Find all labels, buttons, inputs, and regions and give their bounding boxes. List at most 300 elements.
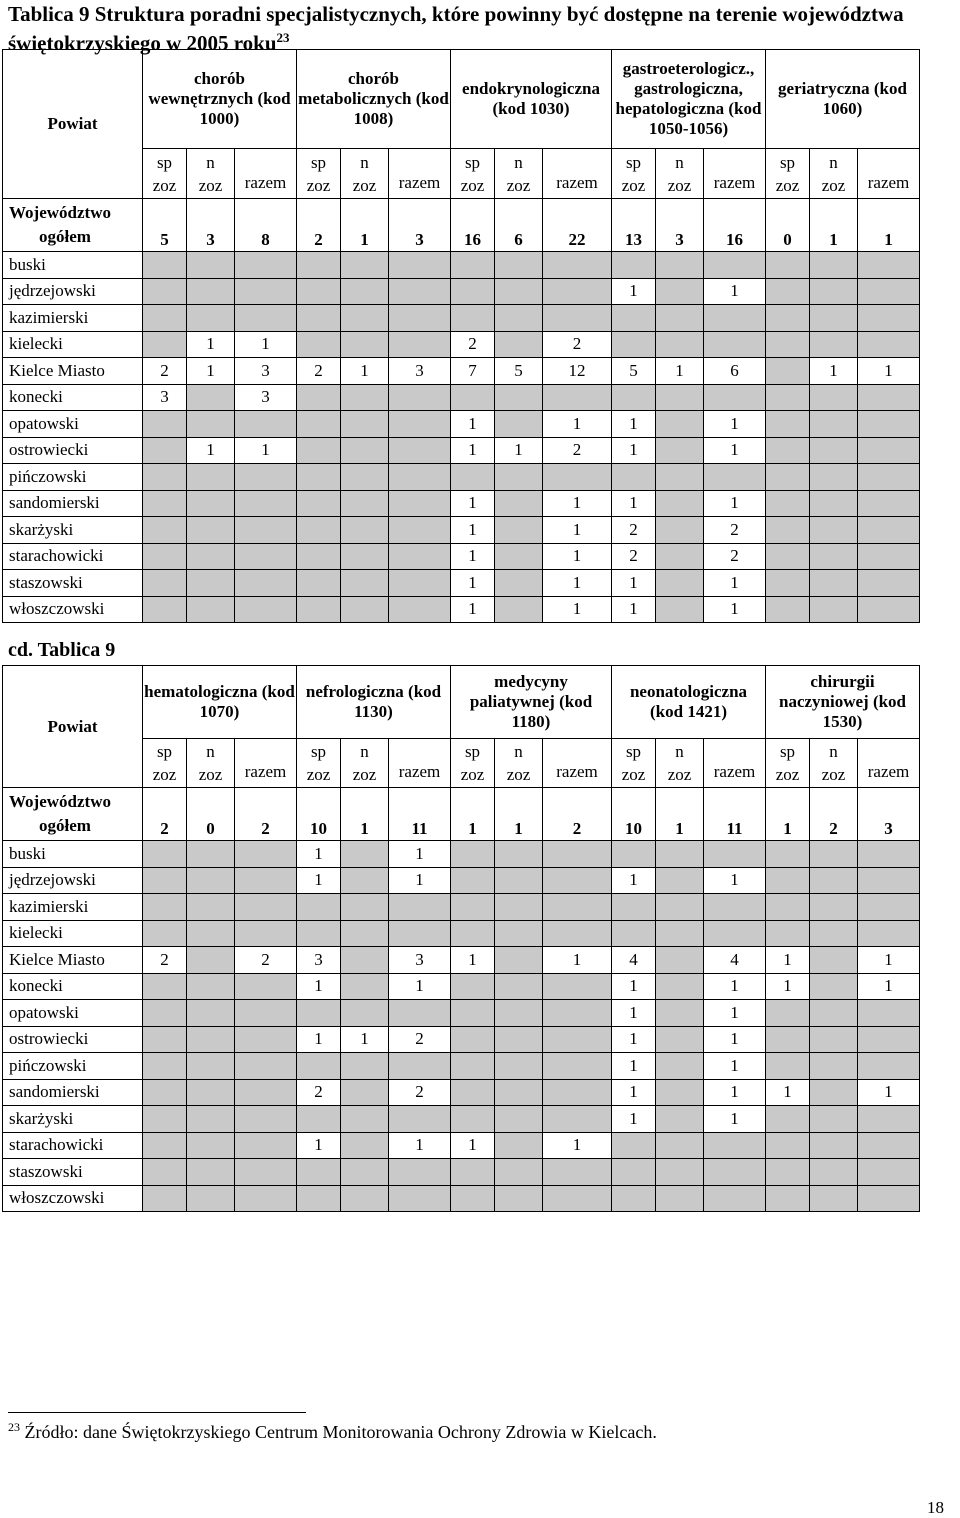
data-cell [858,517,920,544]
data-cell [143,1185,187,1212]
data-cell [143,252,187,279]
data-cell [451,1000,495,1027]
data-cell: 1 [656,358,704,385]
data-cell [612,384,656,411]
data-cell [187,1185,235,1212]
data-cell [235,1106,297,1133]
data-cell [495,1106,543,1133]
data-cell [704,464,766,491]
wojewodztwo-total-label [3,788,143,841]
data-cell [235,490,297,517]
data-cell [543,1185,612,1212]
data-cell [810,1132,858,1159]
group-header: endokrynologiczna (kod 1030) [451,50,612,149]
data-cell [187,973,235,1000]
data-cell [341,1132,389,1159]
data-cell: 3 [389,947,451,974]
powiat-name: opatowski [3,1000,143,1027]
data-cell [810,1185,858,1212]
powiat-name: jędrzejowski [3,278,143,305]
data-cell: 1 [704,1026,766,1053]
data-cell: 12 [543,358,612,385]
data-cell [810,1159,858,1186]
data-cell [341,570,389,597]
continuation-label: cd. Tablica 9 [8,639,116,661]
data-cell: 2 [143,947,187,974]
data-cell [858,1106,920,1133]
data-cell [858,490,920,517]
data-cell [451,841,495,868]
sub-header-zoz: zoz [506,765,531,784]
data-cell [858,596,920,623]
sub-header-zoz: zoz [775,175,800,195]
data-cell [656,1053,704,1080]
data-cell [297,596,341,623]
powiat-name: konecki [3,973,143,1000]
data-cell [389,920,451,947]
data-cell [187,411,235,438]
data-cell [612,1159,656,1186]
data-cell: 4 [612,947,656,974]
data-cell [235,543,297,570]
data-cell [297,464,341,491]
data-cell [766,1000,810,1027]
data-cell [297,1106,341,1133]
sub-header-zoz: zoz [198,175,223,195]
sub-header-razem: razem [235,149,297,199]
sub-header-razem: razem [704,149,766,199]
page-number: 18 [927,1498,944,1517]
data-cell [143,411,187,438]
data-cell [389,596,451,623]
sub-header-sp-zoz [612,739,656,788]
table-row [3,894,920,921]
data-cell [341,437,389,464]
data-cell [187,1000,235,1027]
data-cell [858,252,920,279]
data-cell: 2 [543,437,612,464]
sub-header-razem: razem [389,149,451,199]
data-cell [297,490,341,517]
data-cell [656,596,704,623]
data-cell [187,1106,235,1133]
data-cell: 1 [858,973,920,1000]
data-cell [143,894,187,921]
data-cell [341,1159,389,1186]
powiat-name: pińczowski [3,464,143,491]
data-cell: 1 [704,278,766,305]
data-cell [543,1026,612,1053]
data-cell [543,278,612,305]
sub-header-n-zoz [656,149,704,199]
sub-header-prefix: n [675,742,684,761]
data-cell [495,867,543,894]
data-cell [495,596,543,623]
sub-header-n-zoz [341,739,389,788]
data-cell [810,973,858,1000]
powiat-name: kielecki [3,920,143,947]
powiat-name: włoszczowski [3,596,143,623]
data-cell [235,920,297,947]
sub-header-n-zoz [495,739,543,788]
data-cell: 1 [451,596,495,623]
data-cell [704,1132,766,1159]
sub-header-zoz: zoz [460,765,485,784]
data-cell: 1 [297,973,341,1000]
data-cell [704,305,766,332]
data-cell [656,1132,704,1159]
total-cell: 16 [704,199,766,252]
data-cell [235,464,297,491]
data-cell [341,411,389,438]
footnote [8,1422,657,1443]
data-cell [612,1132,656,1159]
sub-header-zoz: zoz [775,765,800,784]
data-cell: 1 [704,1079,766,1106]
powiat-name: Kielce Miasto [3,358,143,385]
title-text: Tablica 9 Struktura poradni specjalistycznych, które powinny być dostępne na terenie województwa świętokrzyskiego w 2005 roku [8,2,904,55]
data-cell [297,1053,341,1080]
data-cell [810,1053,858,1080]
data-cell [766,543,810,570]
data-cell: 2 [612,543,656,570]
data-cell [858,1159,920,1186]
sub-header-sp-zoz [451,739,495,788]
total-cell: 1 [656,788,704,841]
powiat-name: Kielce Miasto [3,947,143,974]
data-cell [187,278,235,305]
footnote-divider [8,1412,306,1413]
data-cell [810,305,858,332]
data-cell [297,517,341,544]
data-cell [858,411,920,438]
table-row [3,517,920,544]
sub-header-prefix: n [514,152,523,172]
data-cell [810,570,858,597]
data-cell [656,894,704,921]
total-cell: 3 [389,199,451,252]
data-cell [656,1000,704,1027]
table-row [3,841,920,868]
data-cell [187,543,235,570]
data-cell [389,1000,451,1027]
data-cell: 2 [143,358,187,385]
powiat-name: pińczowski [3,1053,143,1080]
data-cell [766,1185,810,1212]
table-row [3,920,920,947]
data-cell: 2 [612,517,656,544]
data-cell [389,384,451,411]
data-cell [656,1185,704,1212]
powiat-name: staszowski [3,570,143,597]
total-cell: 1 [766,788,810,841]
sub-header-prefix: sp [464,152,481,172]
data-cell [143,920,187,947]
data-cell [187,1132,235,1159]
data-cell: 2 [389,1026,451,1053]
table-row [3,252,920,279]
data-cell [858,331,920,358]
data-cell [543,973,612,1000]
data-cell [858,1132,920,1159]
data-cell [495,920,543,947]
data-cell [451,278,495,305]
sub-header-sp-zoz [766,739,810,788]
data-cell: 1 [341,1026,389,1053]
data-cell [656,1159,704,1186]
table-row [3,1053,920,1080]
data-cell [858,1000,920,1027]
wojewodztwo-label-line2: ogółem [39,816,91,835]
data-cell [389,1053,451,1080]
total-cell: 1 [810,199,858,252]
powiat-name: sandomierski [3,1079,143,1106]
data-cell [543,1159,612,1186]
data-cell [704,841,766,868]
data-cell [143,570,187,597]
sub-header-n-zoz [341,149,389,199]
data-cell: 1 [612,867,656,894]
data-cell [341,1185,389,1212]
table-row [3,278,920,305]
sub-header-zoz: zoz [306,175,331,195]
data-cell [858,437,920,464]
data-cell [187,570,235,597]
data-cell [656,517,704,544]
data-cell [451,252,495,279]
data-cell: 1 [187,331,235,358]
data-cell: 2 [704,517,766,544]
table-row [3,1026,920,1053]
table-row [3,570,920,597]
data-cell [495,464,543,491]
data-cell [235,841,297,868]
data-cell [495,305,543,332]
data-cell [297,1159,341,1186]
data-cell: 2 [451,331,495,358]
data-cell [766,894,810,921]
sub-header-zoz: zoz [621,175,646,195]
data-cell [341,973,389,1000]
data-cell [858,278,920,305]
data-cell [656,841,704,868]
data-cell [656,384,704,411]
data-cell [858,1053,920,1080]
data-cell: 1 [451,1132,495,1159]
data-cell [341,841,389,868]
data-cell: 1 [704,1000,766,1027]
data-cell: 1 [389,867,451,894]
page-title [8,2,953,55]
data-cell [543,1106,612,1133]
powiat-name: kazimierski [3,894,143,921]
data-cell [858,920,920,947]
sub-header-prefix: n [206,152,215,172]
data-cell: 2 [389,1079,451,1106]
powiat-header: Powiat [3,666,143,788]
data-cell [451,973,495,1000]
data-cell [235,894,297,921]
table-row [3,411,920,438]
data-cell: 3 [297,947,341,974]
data-cell [810,841,858,868]
powiat-name: starachowicki [3,1132,143,1159]
powiat-name: staszowski [3,1159,143,1186]
data-cell [389,464,451,491]
sub-header-n-zoz [495,149,543,199]
data-cell: 1 [704,1053,766,1080]
footnote-text: Źródło: dane Świętokrzyskiego Centrum Monitorowania Ochrony Zdrowia w Kielcach. [24,1422,657,1442]
data-cell: 1 [612,570,656,597]
data-cell: 1 [451,437,495,464]
data-cell [235,517,297,544]
data-cell: 1 [612,490,656,517]
data-cell [858,1185,920,1212]
powiat-name: kielecki [3,331,143,358]
data-cell [656,867,704,894]
data-cell [341,894,389,921]
data-cell [297,1185,341,1212]
sub-header-n-zoz [187,149,235,199]
data-cell [810,331,858,358]
wojewodztwo-label-line2: ogółem [39,227,91,246]
data-cell [858,305,920,332]
data-cell [235,1053,297,1080]
data-cell [858,867,920,894]
data-cell [389,490,451,517]
table-row [3,358,920,385]
data-cell [810,894,858,921]
data-cell [766,1026,810,1053]
data-cell: 1 [612,278,656,305]
sub-header-zoz: zoz [821,175,846,195]
data-cell [187,1053,235,1080]
data-cell: 1 [766,973,810,1000]
sub-header-prefix: sp [779,742,796,761]
data-cell: 1 [187,437,235,464]
data-cell [810,920,858,947]
group-header: geriatryczna (kod 1060) [766,50,920,149]
data-cell: 3 [389,358,451,385]
data-cell [297,278,341,305]
data-cell [543,841,612,868]
group-header: gastroeterologicz., gastrologiczna, hepatologiczna (kod 1050-1056) [612,50,766,149]
table-1 [2,49,920,623]
data-cell [187,305,235,332]
data-cell [389,1185,451,1212]
sub-header-prefix: n [829,152,838,172]
sub-header-sp-zoz [143,149,187,199]
data-cell [341,305,389,332]
sub-header-zoz: zoz [506,175,531,195]
sub-header-sp-zoz [297,149,341,199]
data-cell: 1 [612,596,656,623]
data-cell [187,894,235,921]
data-cell: 5 [612,358,656,385]
table-row [3,867,920,894]
data-cell [495,1159,543,1186]
data-cell [389,331,451,358]
data-cell [543,252,612,279]
data-cell [187,384,235,411]
data-cell [341,1106,389,1133]
data-cell: 1 [187,358,235,385]
powiat-name: buski [3,252,143,279]
data-cell [495,570,543,597]
sub-header-prefix: n [675,152,684,172]
sub-header-zoz: zoz [460,175,485,195]
table-row [3,543,920,570]
data-cell: 1 [858,1079,920,1106]
data-cell [143,490,187,517]
data-cell [341,920,389,947]
data-cell [656,1079,704,1106]
data-cell [858,384,920,411]
data-cell [704,1185,766,1212]
group-header: hematologiczna (kod 1070) [143,666,297,739]
data-cell [143,1000,187,1027]
data-cell [766,1159,810,1186]
data-cell: 1 [451,947,495,974]
data-cell [656,947,704,974]
table-2 [2,665,920,1212]
total-cell: 3 [656,199,704,252]
data-cell [341,947,389,974]
data-cell [495,490,543,517]
data-cell [495,947,543,974]
data-cell [143,305,187,332]
data-cell [656,437,704,464]
data-cell [612,841,656,868]
data-cell [810,867,858,894]
data-cell [656,331,704,358]
data-cell: 1 [543,570,612,597]
sub-header-zoz: zoz [621,765,646,784]
data-cell [341,1053,389,1080]
sub-header-prefix: sp [156,742,173,761]
data-cell [143,1132,187,1159]
data-cell: 1 [543,517,612,544]
data-cell [810,384,858,411]
data-cell [656,411,704,438]
powiat-name: jędrzejowski [3,867,143,894]
data-cell [297,305,341,332]
data-cell [810,543,858,570]
data-cell: 1 [810,358,858,385]
data-cell [341,278,389,305]
data-cell [187,517,235,544]
sub-header-zoz: zoz [198,765,223,784]
data-cell [704,384,766,411]
data-cell: 1 [612,1026,656,1053]
data-cell [766,867,810,894]
data-cell [187,841,235,868]
data-cell: 1 [543,543,612,570]
data-cell [341,543,389,570]
data-cell [495,841,543,868]
data-cell [187,867,235,894]
data-cell [187,1159,235,1186]
data-cell [656,464,704,491]
data-cell [543,464,612,491]
sub-header-zoz: zoz [821,765,846,784]
data-cell [389,543,451,570]
table-row [3,490,920,517]
data-cell: 1 [612,1053,656,1080]
table-row [3,1000,920,1027]
sub-header-prefix: n [360,152,369,172]
data-cell [766,1106,810,1133]
